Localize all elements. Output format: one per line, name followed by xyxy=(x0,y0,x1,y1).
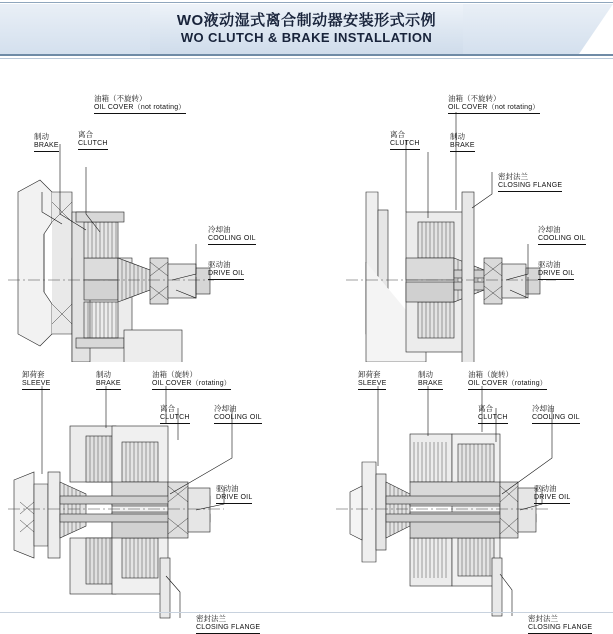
label-clutch-br: 离合 CLUTCH xyxy=(478,404,508,424)
label-clutch-tl: 离合 CLUTCH xyxy=(78,130,108,150)
label-sleeve-bl: 卸荷套 SLEEVE xyxy=(22,370,50,390)
diagram-canvas xyxy=(0,62,613,634)
label-clutch-bl: 离合 CLUTCH xyxy=(160,404,190,424)
page-header xyxy=(0,0,613,62)
label-cooling-oil-br: 冷却油 COOLING OIL xyxy=(532,404,580,424)
label-cooling-oil-tr: 冷却油 COOLING OIL xyxy=(538,225,586,245)
label-clutch-tr: 离合 CLUTCH xyxy=(390,130,420,150)
label-brake-tr: 制动 BRAKE xyxy=(450,132,475,152)
label-brake-br: 制动 BRAKE xyxy=(418,370,443,390)
label-oil-cover-tr: 油箱（不旋转） OIL COVER（not rotating） xyxy=(448,94,540,114)
label-closing-flange-br: 密封法兰 CLOSING FLANGE xyxy=(528,614,592,634)
label-brake-bl: 制动 BRAKE xyxy=(96,370,121,390)
label-drive-oil-bl: 驱动油 DRIVE OIL xyxy=(216,484,252,504)
page-title-en: WO CLUTCH & BRAKE INSTALLATION xyxy=(180,30,433,45)
label-sleeve-br: 卸荷套 SLEEVE xyxy=(358,370,386,390)
label-drive-oil-tr: 驱动油 DRIVE OIL xyxy=(538,260,574,280)
label-brake-tl: 制动 BRAKE xyxy=(34,132,59,152)
page-title-cn: WO液动湿式离合制动器安装形式示例 xyxy=(176,12,437,29)
diagram-bottom-left xyxy=(0,362,306,634)
diagram-top-left xyxy=(0,62,306,362)
label-closing-flange-bl: 密封法兰 CLOSING FLANGE xyxy=(196,614,260,634)
header-bottom-rule xyxy=(0,54,613,56)
label-oil-cover-bl: 油箱（旋转） OIL COVER（rotating） xyxy=(152,370,231,390)
label-closing-flange-tr: 密封法兰 CLOSING FLANGE xyxy=(498,172,562,192)
footer-rule xyxy=(0,612,613,613)
diagram-top-right xyxy=(306,62,613,362)
label-cooling-oil-tl: 冷却油 COOLING OIL xyxy=(208,225,256,245)
diagram-bottom-right xyxy=(306,362,613,634)
header-top-rule xyxy=(0,2,613,3)
label-oil-cover-tl: 油箱（不旋转） OIL COVER（not rotating） xyxy=(94,94,186,114)
label-drive-oil-tl: 驱动油 DRIVE OIL xyxy=(208,260,244,280)
label-oil-cover-br: 油箱（旋转） OIL COVER（rotating） xyxy=(468,370,547,390)
label-cooling-oil-bl: 冷却油 COOLING OIL xyxy=(214,404,262,424)
header-bottom-rule-thin xyxy=(0,58,613,59)
label-drive-oil-br: 驱动油 DRIVE OIL xyxy=(534,484,570,504)
